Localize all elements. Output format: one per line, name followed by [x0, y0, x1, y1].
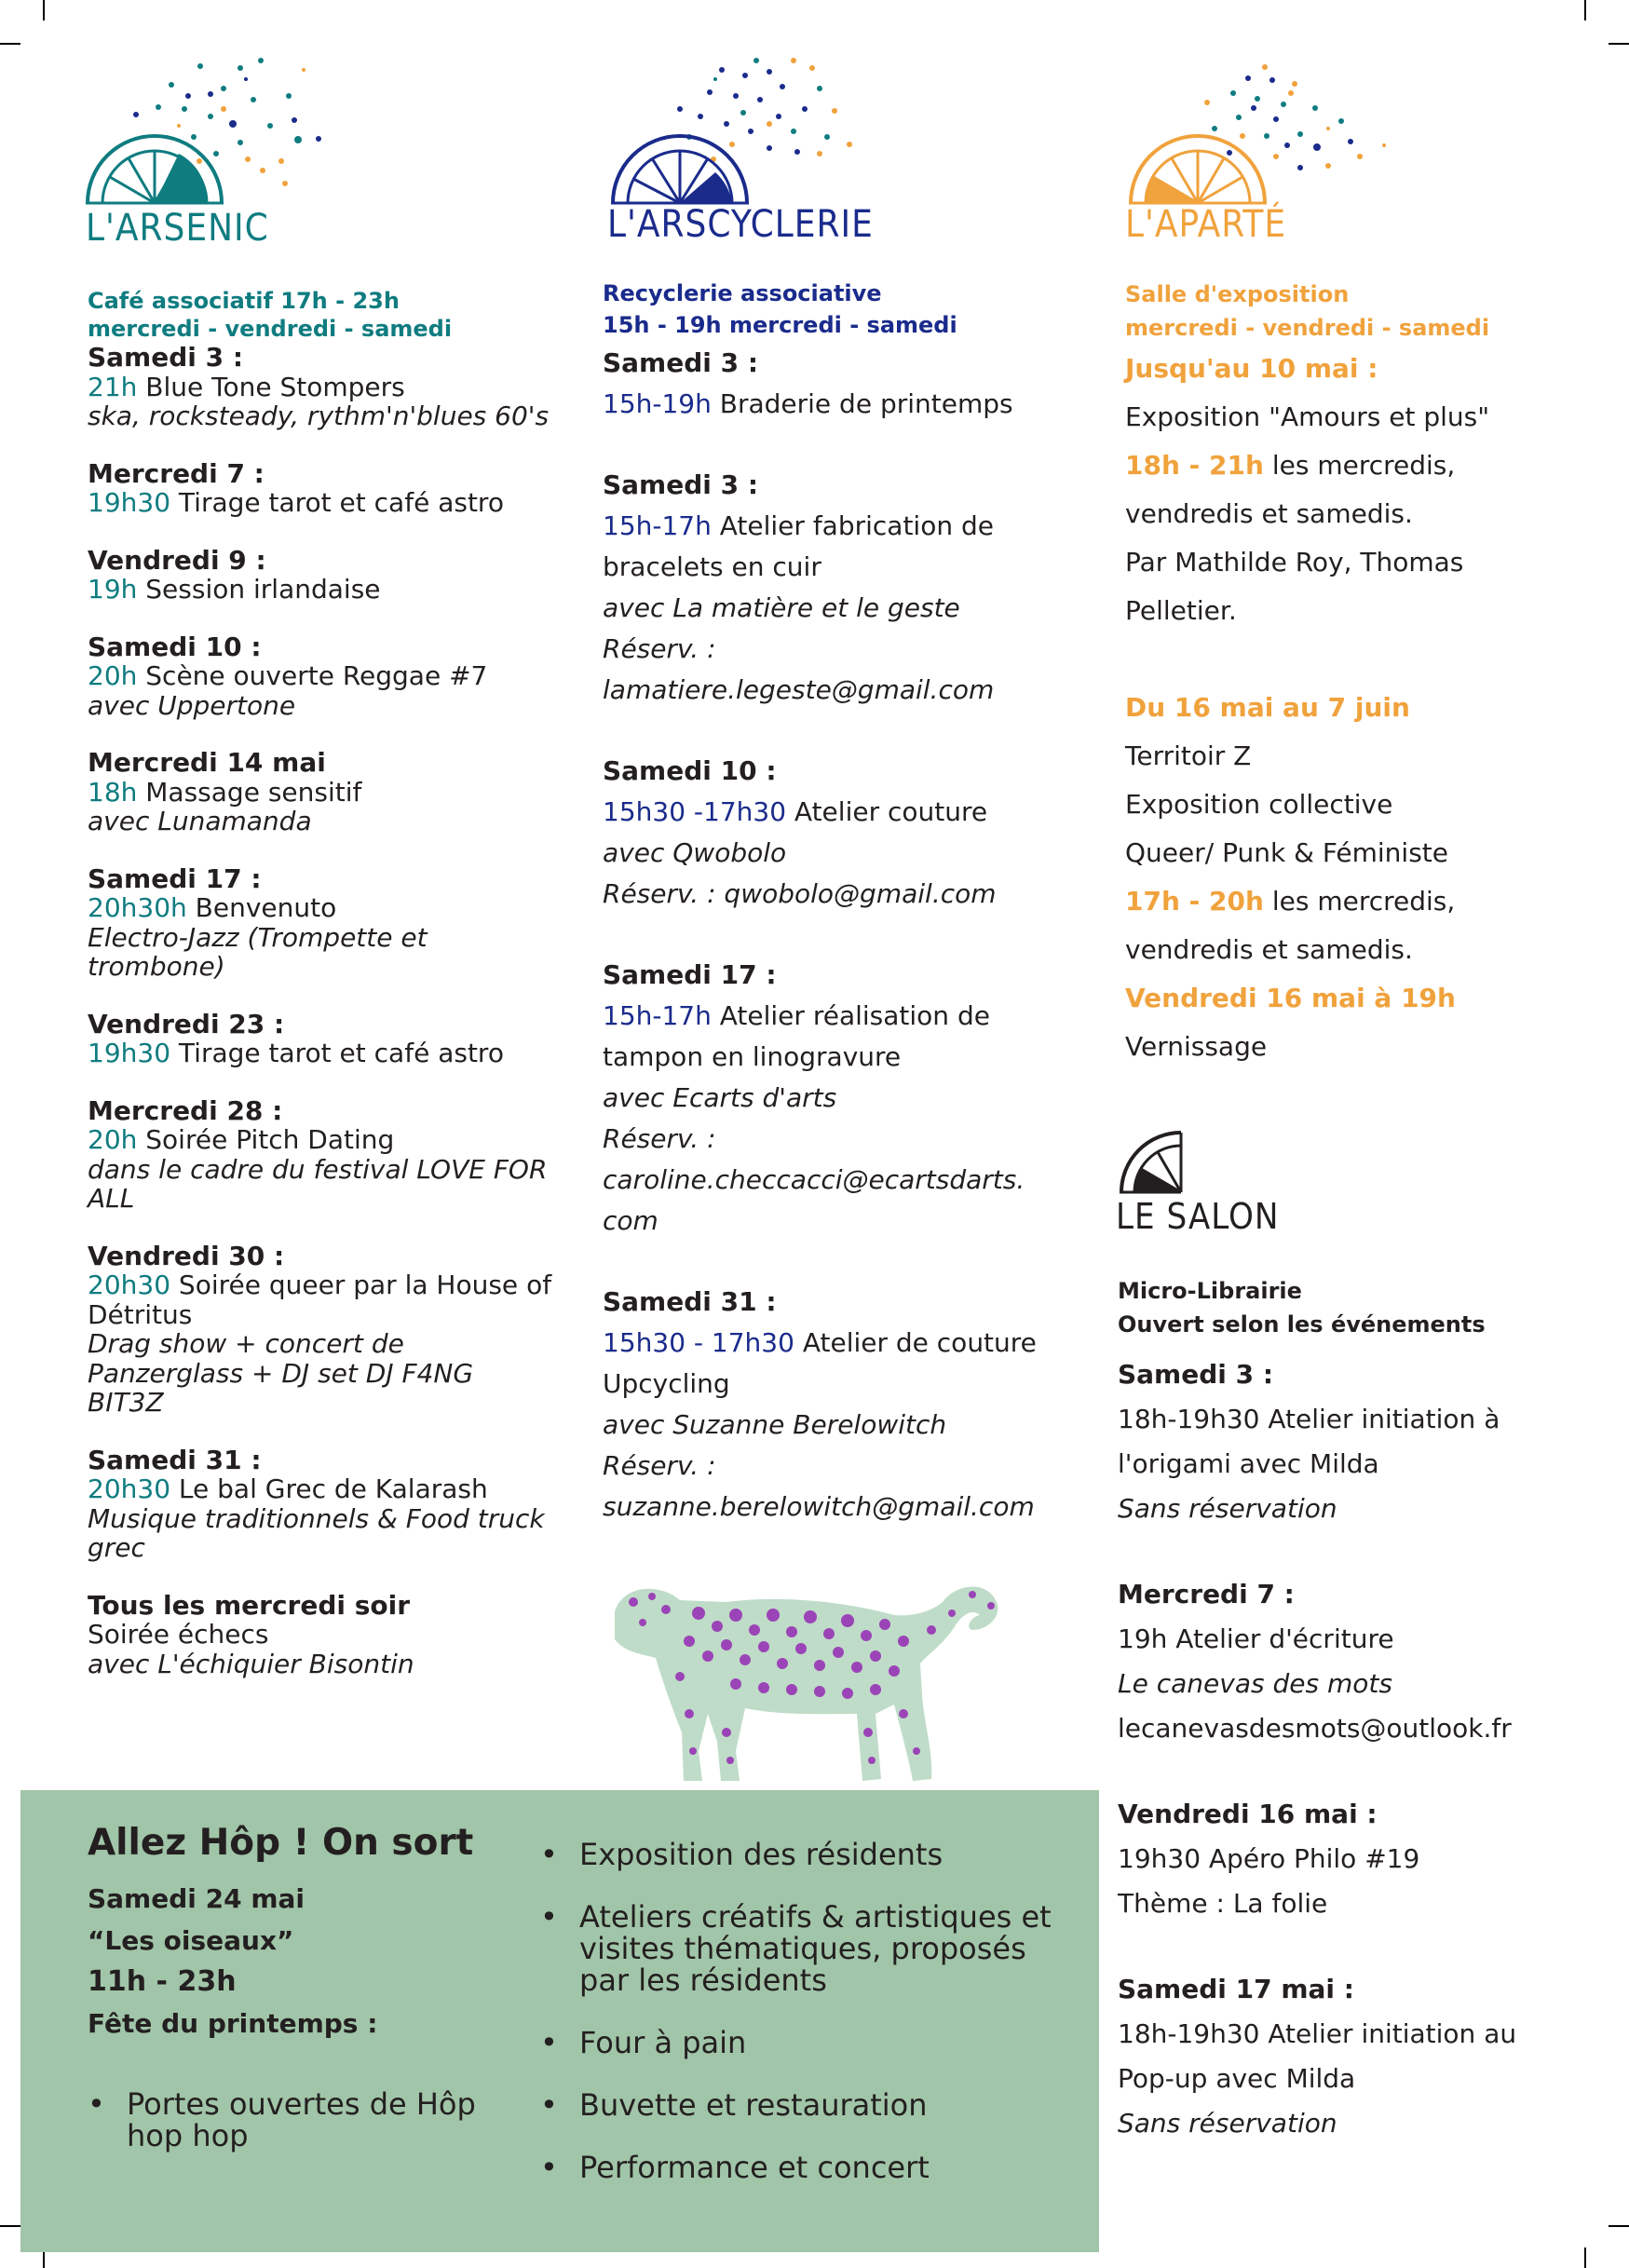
arsenic-event	[88, 1010, 553, 1068]
event-detail: avec Qwobolo	[603, 837, 787, 868]
aparte-expo2-days: vendredis et samedis.	[1125, 934, 1413, 965]
event-day: Samedi 3 :	[88, 342, 244, 373]
event-subtitle: avec L'échiquier Bisontin	[88, 1648, 414, 1679]
event-day: Samedi 10 :	[603, 755, 777, 786]
event-line: l'origami avec Milda	[1118, 1448, 1379, 1479]
event-time: 21h	[88, 371, 138, 402]
hop-hours: 11h - 23h	[88, 1965, 237, 1998]
event-time-title-line	[88, 778, 553, 808]
arsenic-event	[88, 1591, 553, 1679]
event-time-title-line	[603, 506, 1087, 588]
hop-list-item: • Exposition des résidents	[540, 1839, 1062, 1870]
event-time: 15h-19h	[603, 388, 712, 419]
event-title: Braderie de printemps	[711, 388, 1013, 419]
aparte-expo1-hours-line	[1125, 441, 1563, 490]
aparte-expo1-artists: Par Mathilde Roy, Thomas	[1125, 547, 1464, 577]
arscyclerie-event	[603, 955, 1087, 1242]
arsenic-column	[88, 287, 553, 1706]
arsenic-event	[88, 1096, 553, 1214]
hop-list-item: • Buvette et restauration	[540, 2089, 1062, 2121]
arscyclerie-event	[603, 751, 1087, 915]
hop-theme: “Les oiseaux”	[88, 1925, 294, 1956]
aparte-expo2-hours: 17h - 20h	[1125, 886, 1264, 917]
hop-event-box	[20, 1790, 1099, 2252]
event-note: Sans réservation	[1118, 2108, 1337, 2139]
hop-list-item: • Four à pain	[540, 2027, 1062, 2058]
event-day: Samedi 3 :	[603, 469, 759, 500]
arsenic-event	[88, 343, 553, 431]
arsenic-header-1: Café associatif 17h - 23h	[88, 288, 400, 314]
event-time: 20h30	[88, 1474, 171, 1504]
event-title: Benvenuto	[186, 892, 337, 923]
event-detail: com	[603, 1205, 658, 1236]
event-line: 19h Atelier d'écriture	[1118, 1623, 1394, 1654]
arsenic-event	[88, 864, 553, 982]
event-day: Mercredi 7 :	[88, 457, 265, 489]
arscyclerie-event	[603, 1282, 1087, 1528]
event-detail: Réserv. :	[603, 1450, 716, 1481]
event-day: Samedi 17 mai :	[1118, 1974, 1354, 2004]
event-time-title-line	[603, 996, 1087, 1078]
aparte-expo1-hours-rest: les mercredis,	[1263, 450, 1456, 481]
arsenic-logo-text: L'ARSENIC	[86, 207, 269, 250]
arscyclerie-event	[603, 465, 1087, 711]
event-title: Atelier réalisation de tampon en linogravure	[603, 1000, 990, 1072]
event-time: 18h	[88, 776, 138, 808]
event-detail: caroline.checcacci@ecartsdarts.	[603, 1164, 1025, 1195]
aparte-expo2-title: Territoir Z	[1125, 740, 1252, 771]
event-contact: lecanevasdesmots@outlook.fr	[1118, 1713, 1512, 1744]
arsenic-event	[88, 1242, 553, 1418]
event-day: Samedi 17 :	[603, 959, 777, 990]
arsenic-event	[88, 748, 553, 836]
hop-right-list	[540, 1839, 1062, 2214]
event-day: Samedi 10 :	[88, 631, 262, 662]
event-title: Soirée Pitch Dating	[137, 1124, 395, 1155]
event-title: Session irlandaise	[137, 574, 381, 604]
event-subtitle: Drag show + concert de Panzerglass + DJ set DJ F4NG BIT3Z	[88, 1328, 474, 1418]
event-day: Samedi 17 :	[88, 862, 262, 894]
aparte-expo1-artists-2: Pelletier.	[1125, 595, 1237, 626]
arsenic-event	[88, 546, 553, 604]
event-subtitle: avec Lunamanda	[88, 806, 312, 836]
event-title: Atelier couture	[786, 796, 988, 827]
event-line: Pop-up avec Milda	[1118, 2063, 1356, 2094]
hop-list-item: • Performance et concert	[540, 2152, 1062, 2183]
event-time-title-line	[88, 1270, 553, 1329]
arscyclerie-event-list	[603, 343, 1087, 1528]
aparte-header-2: mercredi - vendredi - samedi	[1125, 315, 1490, 341]
salon-header-1: Micro-Librairie	[1118, 1278, 1302, 1304]
event-line: Thème : La folie	[1118, 1888, 1328, 1919]
event-subtitle: dans le cadre du festival LOVE FOR ALL	[88, 1153, 548, 1214]
hop-list-item: • Ateliers créatifs & artistiques et visites thématiques, proposés par les résidents	[540, 1901, 1062, 1996]
hop-title: Allez Hôp ! On sort	[88, 1822, 474, 1864]
arscyclerie-header-2: 15h - 19h mercredi - samedi	[603, 312, 957, 338]
hop-list-item: • Portes ouvertes de Hôp hop hop	[88, 2088, 497, 2152]
event-line: 18h-19h30 Atelier initiation à	[1118, 1404, 1500, 1434]
event-detail: avec Suzanne Berelowitch	[603, 1409, 947, 1440]
event-title: Soirée queer par la House of Détritus	[88, 1270, 552, 1330]
event-day: Vendredi 30 :	[88, 1240, 285, 1271]
aparte-expo2-hours-rest: les mercredis,	[1263, 886, 1456, 917]
event-time: 20h	[88, 1124, 138, 1155]
arscyclerie-event	[603, 343, 1087, 425]
aparte-column	[1125, 278, 1563, 1071]
aparte-vernissage: Vernissage	[1125, 1031, 1268, 1062]
event-time: 20h30	[88, 1270, 171, 1300]
event-day: Mercredi 28 :	[88, 1094, 283, 1126]
event-detail: Réserv. :	[603, 633, 716, 664]
arsenic-event	[88, 459, 553, 518]
event-time: 15h30 -17h30	[603, 796, 787, 827]
event-detail: avec La matière et le geste	[603, 592, 960, 623]
event-detail: lamatiere.legeste@gmail.com	[603, 674, 995, 705]
event-title: Atelier fabrication de bracelets en cuir	[603, 510, 994, 582]
crop-mark	[43, 0, 45, 20]
event-title: Blue Tone Stompers	[137, 371, 405, 402]
salon-logo-text: LE SALON	[1116, 1196, 1280, 1237]
event-day: Mercredi 14 mai	[88, 747, 326, 778]
hop-date: Samedi 24 mai	[88, 1883, 305, 1914]
aparte-expo2-type: Exposition collective	[1125, 789, 1393, 820]
crop-mark	[0, 2225, 20, 2227]
event-day: Vendredi 16 mai :	[1118, 1799, 1378, 1829]
aparte-header-1: Salle d'exposition	[1125, 281, 1350, 307]
event-day: Vendredi 23 :	[88, 1008, 285, 1039]
event-time-title-line	[88, 1039, 553, 1068]
crop-mark	[1584, 0, 1586, 20]
arsenic-event	[88, 632, 553, 721]
salon-event	[1118, 1792, 1565, 1926]
crop-mark	[1609, 2225, 1629, 2227]
event-time: 19h	[88, 574, 138, 604]
event-time: 19h30	[88, 1038, 171, 1068]
aparte-expo1-hours: 18h - 21h	[1125, 450, 1264, 481]
hop-left-list	[88, 2088, 497, 2152]
salon-logo-icon	[1118, 1129, 1192, 1203]
arscyclerie-header-1: Recyclerie associative	[603, 280, 882, 306]
event-time: 20h30h	[88, 892, 187, 923]
event-time-title-line	[88, 893, 553, 923]
event-time-title-line	[603, 792, 1087, 833]
event-detail: Réserv. : qwobolo@gmail.com	[603, 878, 997, 909]
event-subtitle: avec Uppertone	[88, 689, 296, 721]
event-time-title-line	[88, 1125, 553, 1155]
salon-header-2: Ouvert selon les événements	[1118, 1311, 1486, 1338]
event-day: Samedi 3 :	[1118, 1359, 1274, 1390]
event-time: 15h30 - 17h30	[603, 1327, 794, 1358]
salon-event	[1118, 1967, 1565, 2146]
salon-event	[1118, 1572, 1565, 1751]
event-day: Vendredi 9 :	[88, 544, 266, 576]
event-day: Tous les mercredi soir	[88, 1589, 411, 1621]
event-day: Samedi 3 :	[603, 347, 759, 378]
event-subtitle: ska, rocksteady, rythm'n'blues 60's	[88, 401, 550, 431]
crop-mark	[1584, 2248, 1586, 2268]
event-time: 15h-17h	[603, 510, 712, 541]
event-title: Le bal Grec de Kalarash	[170, 1474, 488, 1504]
event-subtitle: Electro-Jazz (Trompette et trombone)	[88, 921, 428, 982]
aparte-expo1-date: Jusqu'au 10 mai :	[1125, 353, 1378, 384]
aparte-expo2-hours-line	[1125, 877, 1563, 926]
crop-mark	[1609, 43, 1629, 45]
arsenic-event-list	[88, 343, 553, 1678]
event-day: Mercredi 7 :	[1118, 1579, 1295, 1609]
event-subtitle: Musique traditionnels & Food truck grec	[88, 1502, 545, 1563]
aparte-vernissage-date: Vendredi 16 mai à 19h	[1125, 983, 1456, 1013]
aparte-expo2-date: Du 16 mai au 7 juin	[1125, 692, 1410, 723]
event-title: Atelier de couture Upcycling	[603, 1327, 1037, 1399]
event-title: Soirée échecs	[88, 1619, 269, 1650]
event-day: Samedi 31 :	[603, 1286, 777, 1317]
event-title: Tirage tarot et café astro	[170, 1038, 504, 1068]
salon-event	[1118, 1352, 1565, 1531]
event-time: 20h	[88, 660, 138, 691]
aparte-expo1-days: vendredis et samedis.	[1125, 498, 1413, 529]
event-detail: suzanne.berelowitch@gmail.com	[603, 1491, 1035, 1522]
event-note: Sans réservation	[1118, 1493, 1337, 1524]
event-line: 19h30 Apéro Philo #19	[1118, 1843, 1420, 1874]
event-detail: Réserv. :	[603, 1123, 716, 1154]
arsenic-event	[88, 1446, 553, 1563]
aparte-logo-text: L'APARTÉ	[1125, 203, 1287, 246]
event-time-title-line	[603, 384, 1087, 425]
event-time-title-line	[88, 488, 553, 518]
event-time-title-line	[88, 575, 553, 604]
arscyclerie-logo-text: L'ARSCYCLERIE	[607, 203, 874, 246]
arsenic-header-2: mercredi - vendredi - samedi	[88, 316, 453, 342]
event-time-title-line	[88, 373, 553, 402]
event-day: Samedi 31 :	[88, 1444, 262, 1475]
event-time: 19h30	[88, 487, 171, 518]
event-title: Scène ouverte Reggae #7	[137, 660, 488, 691]
hop-fete: Fête du printemps :	[88, 2008, 378, 2039]
event-time-title-line	[88, 1474, 553, 1504]
event-line: 18h-19h30 Atelier initiation au	[1118, 2018, 1517, 2049]
event-title: Massage sensitif	[137, 776, 362, 808]
event-title: Tirage tarot et café astro	[170, 487, 504, 518]
event-time-title-line	[88, 661, 553, 691]
aparte-expo1-title: Exposition "Amours et plus"	[1125, 401, 1490, 432]
event-note: Le canevas des mots	[1118, 1668, 1392, 1699]
salon-event-list	[1118, 1352, 1565, 2146]
event-time-title-line	[88, 1620, 553, 1650]
leopard-illustration	[596, 1574, 1025, 1798]
arscyclerie-column	[603, 278, 1087, 1568]
aparte-expo2-theme: Queer/ Punk & Féministe	[1125, 837, 1448, 868]
salon-column	[1118, 1274, 1565, 2187]
event-time: 15h-17h	[603, 1000, 712, 1031]
event-detail: avec Ecarts d'arts	[603, 1082, 837, 1113]
event-time-title-line	[603, 1323, 1087, 1405]
crop-mark	[0, 43, 20, 45]
